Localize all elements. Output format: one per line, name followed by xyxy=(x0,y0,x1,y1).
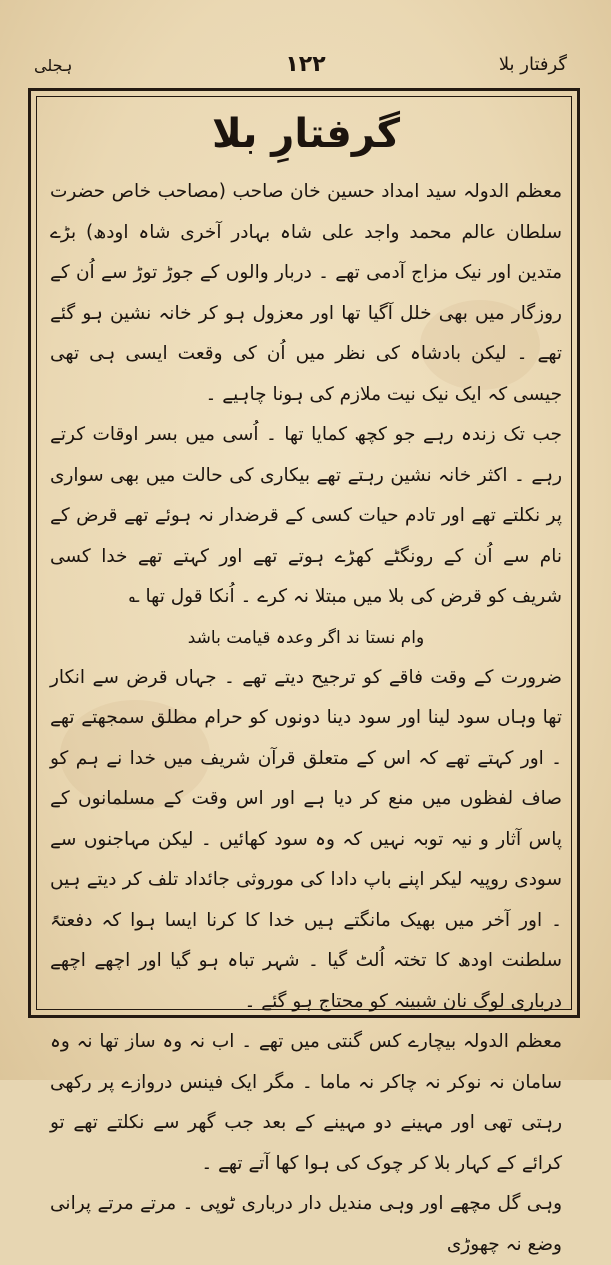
paragraph: معظم الدولہ بیچارے کس گنتی میں تھے ۔ اب نہ وہ ساز تھا نہ وہ سامان نہ نوکر نہ چاکر نہ ماما ۔ مگر ایک فینس دروازے پر رکھی رہتی تھی اور مہینے دو مہینے کے بعد جب گھر سے نکلتے تھے تو کرائے کے کہار بلا کر چوک کی ہوا کھا آتے تھے ۔ xyxy=(50,1031,562,1174)
page-content xyxy=(50,104,562,1255)
verse-line: وام نستا ند اگر وعدہ قیامت باشد xyxy=(187,627,425,648)
running-head xyxy=(24,52,587,82)
paragraph: ضرورت کے وقت فاقے کو ترجیح دیتے تھے ۔ جہاں قرض سے انکار تھا وہاں سود لینا اور سود دینا دونوں کو حرام مطلق سمجھتے تھے ۔ اور کہتے تھے کہ اس کے متعلق قرآن شریف میں خدا نے ہم کو صاف لفظوں میں منع کر دیا ہے اور اس وقت کے مسلمانوں کے پاس آثار و نیہ توبہ نہیں کہ وہ سود کھائیں ۔ لیکن مہاجنوں سے سودی روپیہ لیکر اپنے باپ دادا کی موروثی جائداد تلف کر دیتے ہیں ۔ اور آخر میں بھیک مانگتے ہیں خدا کا کرنا ایسا ہوا کہ دفعتہً سلطنت اودھ کا تختہ اُلٹ گیا ۔ شہر تباہ ہو گیا اور اچھے اچھے درباری لوگ نان شبینہ کو محتاج ہو گئے ۔ xyxy=(50,666,562,1012)
paragraph: جب تک زندہ رہے جو کچھ کمایا تھا ۔ اُسی میں بسر اوقات کرتے رہے ۔ اکثر خانہ نشین رہتے تھے بیکاری کی حالت میں بھی سواری پر نکلتے تھے اور تادم حیات کسی کے قرضدار نہ ہوئے تھے قرض کے نام سے اُن کے رونگٹے کھڑے ہوتے تھے اور کہتے تھے خدا کسی شریف کو قرض کی بلا میں مبتلا نہ کرے ۔ اُنکا قول تھا ؎ xyxy=(50,424,562,607)
chapter-title: گرفتارِ بلا xyxy=(211,111,401,157)
running-head-title: گرفتار بلا xyxy=(498,54,567,75)
paragraph: وہی گل مچھے اور وہی مندیل دار درباری ٹوپی ۔ مرتے مرتے پرانی وضع نہ چھوڑی xyxy=(50,1193,562,1255)
running-head-author: ہجلی xyxy=(34,56,73,75)
page-number: ۱۲۲ xyxy=(285,52,326,77)
paragraph: معظم الدولہ سید امداد حسین خان صاحب (مصاحب خاص حضرت سلطان عالم محمد واجد علی شاہ بہادر آخری شاہ اودھ) بڑے متدین اور نیک مزاج آدمی تھے ۔ دربار والوں کے جوڑ توڑ سے اُن کے روزگار میں بھی خلل آگیا تھا اور معزول ہو کر خانہ نشین ہو گئے تھے ۔ لیکن بادشاہ کی نظر میں اُن کی وقعت ایسی ہی تھی جیسی کہ ایک نیک نیت ملازم کی ہونا چاہیے ۔ xyxy=(50,181,562,405)
